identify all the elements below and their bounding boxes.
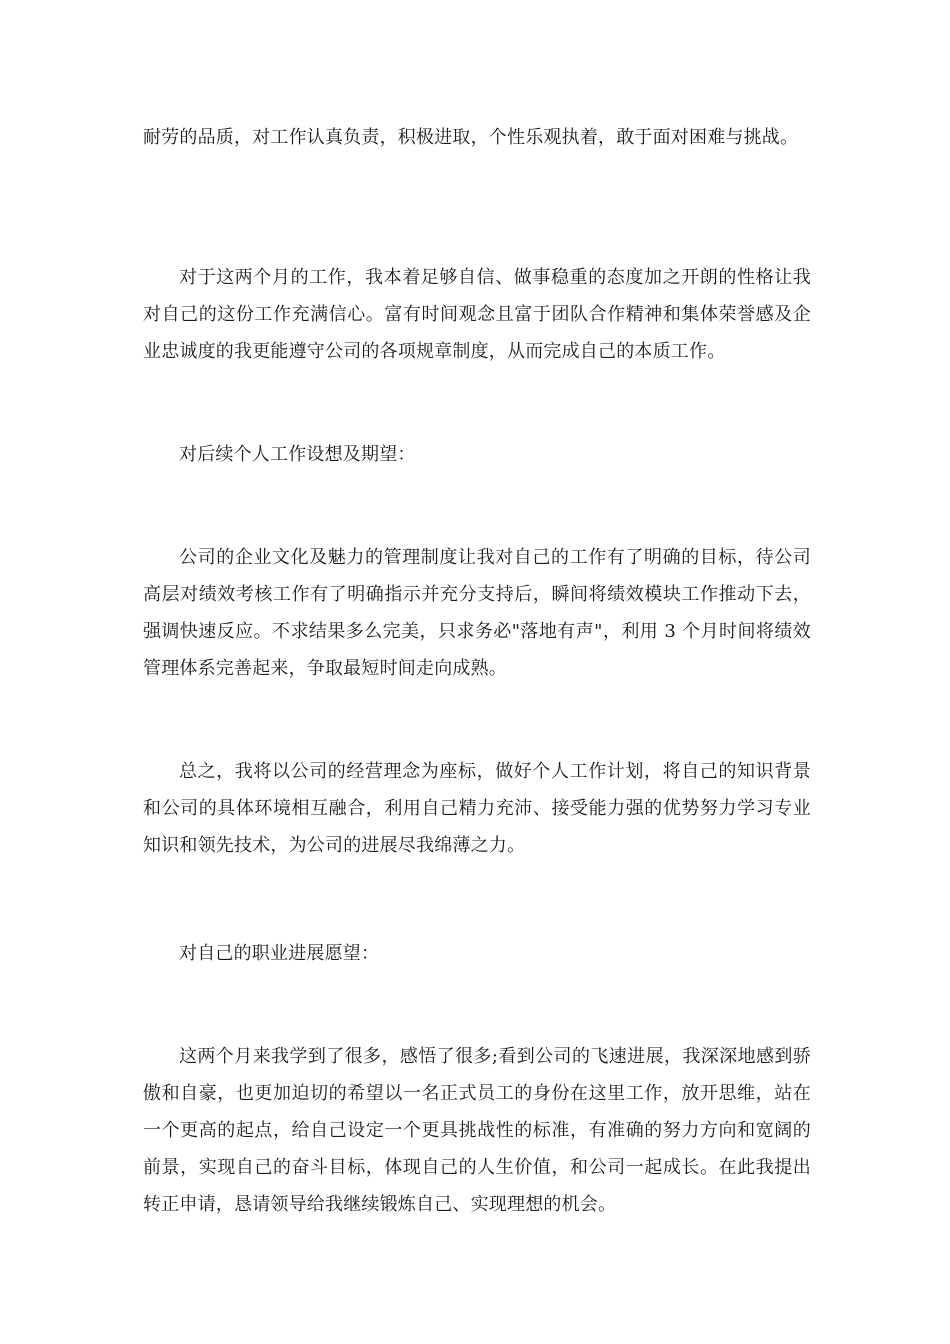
heading-career-wishes: 对自己的职业进展愿望： <box>179 943 380 964</box>
paragraph-application: 这两个月来我学到了很多，感悟了很多;看到公司的飞速进展，我深深地感到骄傲和自豪，也更加迫切的希望以一名正式员工的身份在这里工作，放开思维，站在一个更高的起点，给自己设定一个更具挑战性的标准，有准确的努力方向和宽阔的前景，实现自己的奋斗目标，体现自己的人生价值，和公司一起成长。在此我提出转正申请，恳请领导给我继续锻炼自己、实现理想的机会。 <box>143 1046 811 1215</box>
paragraph-work-attitude: 对于这两个月的工作，我本着足够自信、做事稳重的态度加之开朗的性格让我对自己的这份工作充满信心。富有时间观念且富于团队合作精神和集体荣誉感及企业忠诚度的我更能遵守公司的各项规章制度，从而完成自己的本质工作。 <box>143 267 811 362</box>
paragraph-performance-goals: 公司的企业文化及魅力的管理制度让我对自己的工作有了明确的目标，待公司高层对绩效考核工作有了明确指示并充分支持后，瞬间将绩效模块工作推动下去，强调快速反应。不求结果多么完美，只求务必"落地有声"，利用 3 个月时间将绩效管理体系完善起来，争取最短时间走向成熟。 <box>143 547 811 679</box>
paragraph-continuation: 耐劳的品质，对工作认真负责，积极进取，个性乐观执着，敢于面对困难与挑战。 <box>143 127 799 148</box>
heading-future-plans: 对后续个人工作设想及期望： <box>179 444 416 465</box>
paragraph-summary: 总之，我将以公司的经营理念为座标，做好个人工作计划，将自己的知识背景和公司的具体环境相互融合，利用自己精力充沛、接受能力强的优势努力学习专业知识和领先技术，为公司的进展尽我绵薄之力。 <box>143 761 811 856</box>
